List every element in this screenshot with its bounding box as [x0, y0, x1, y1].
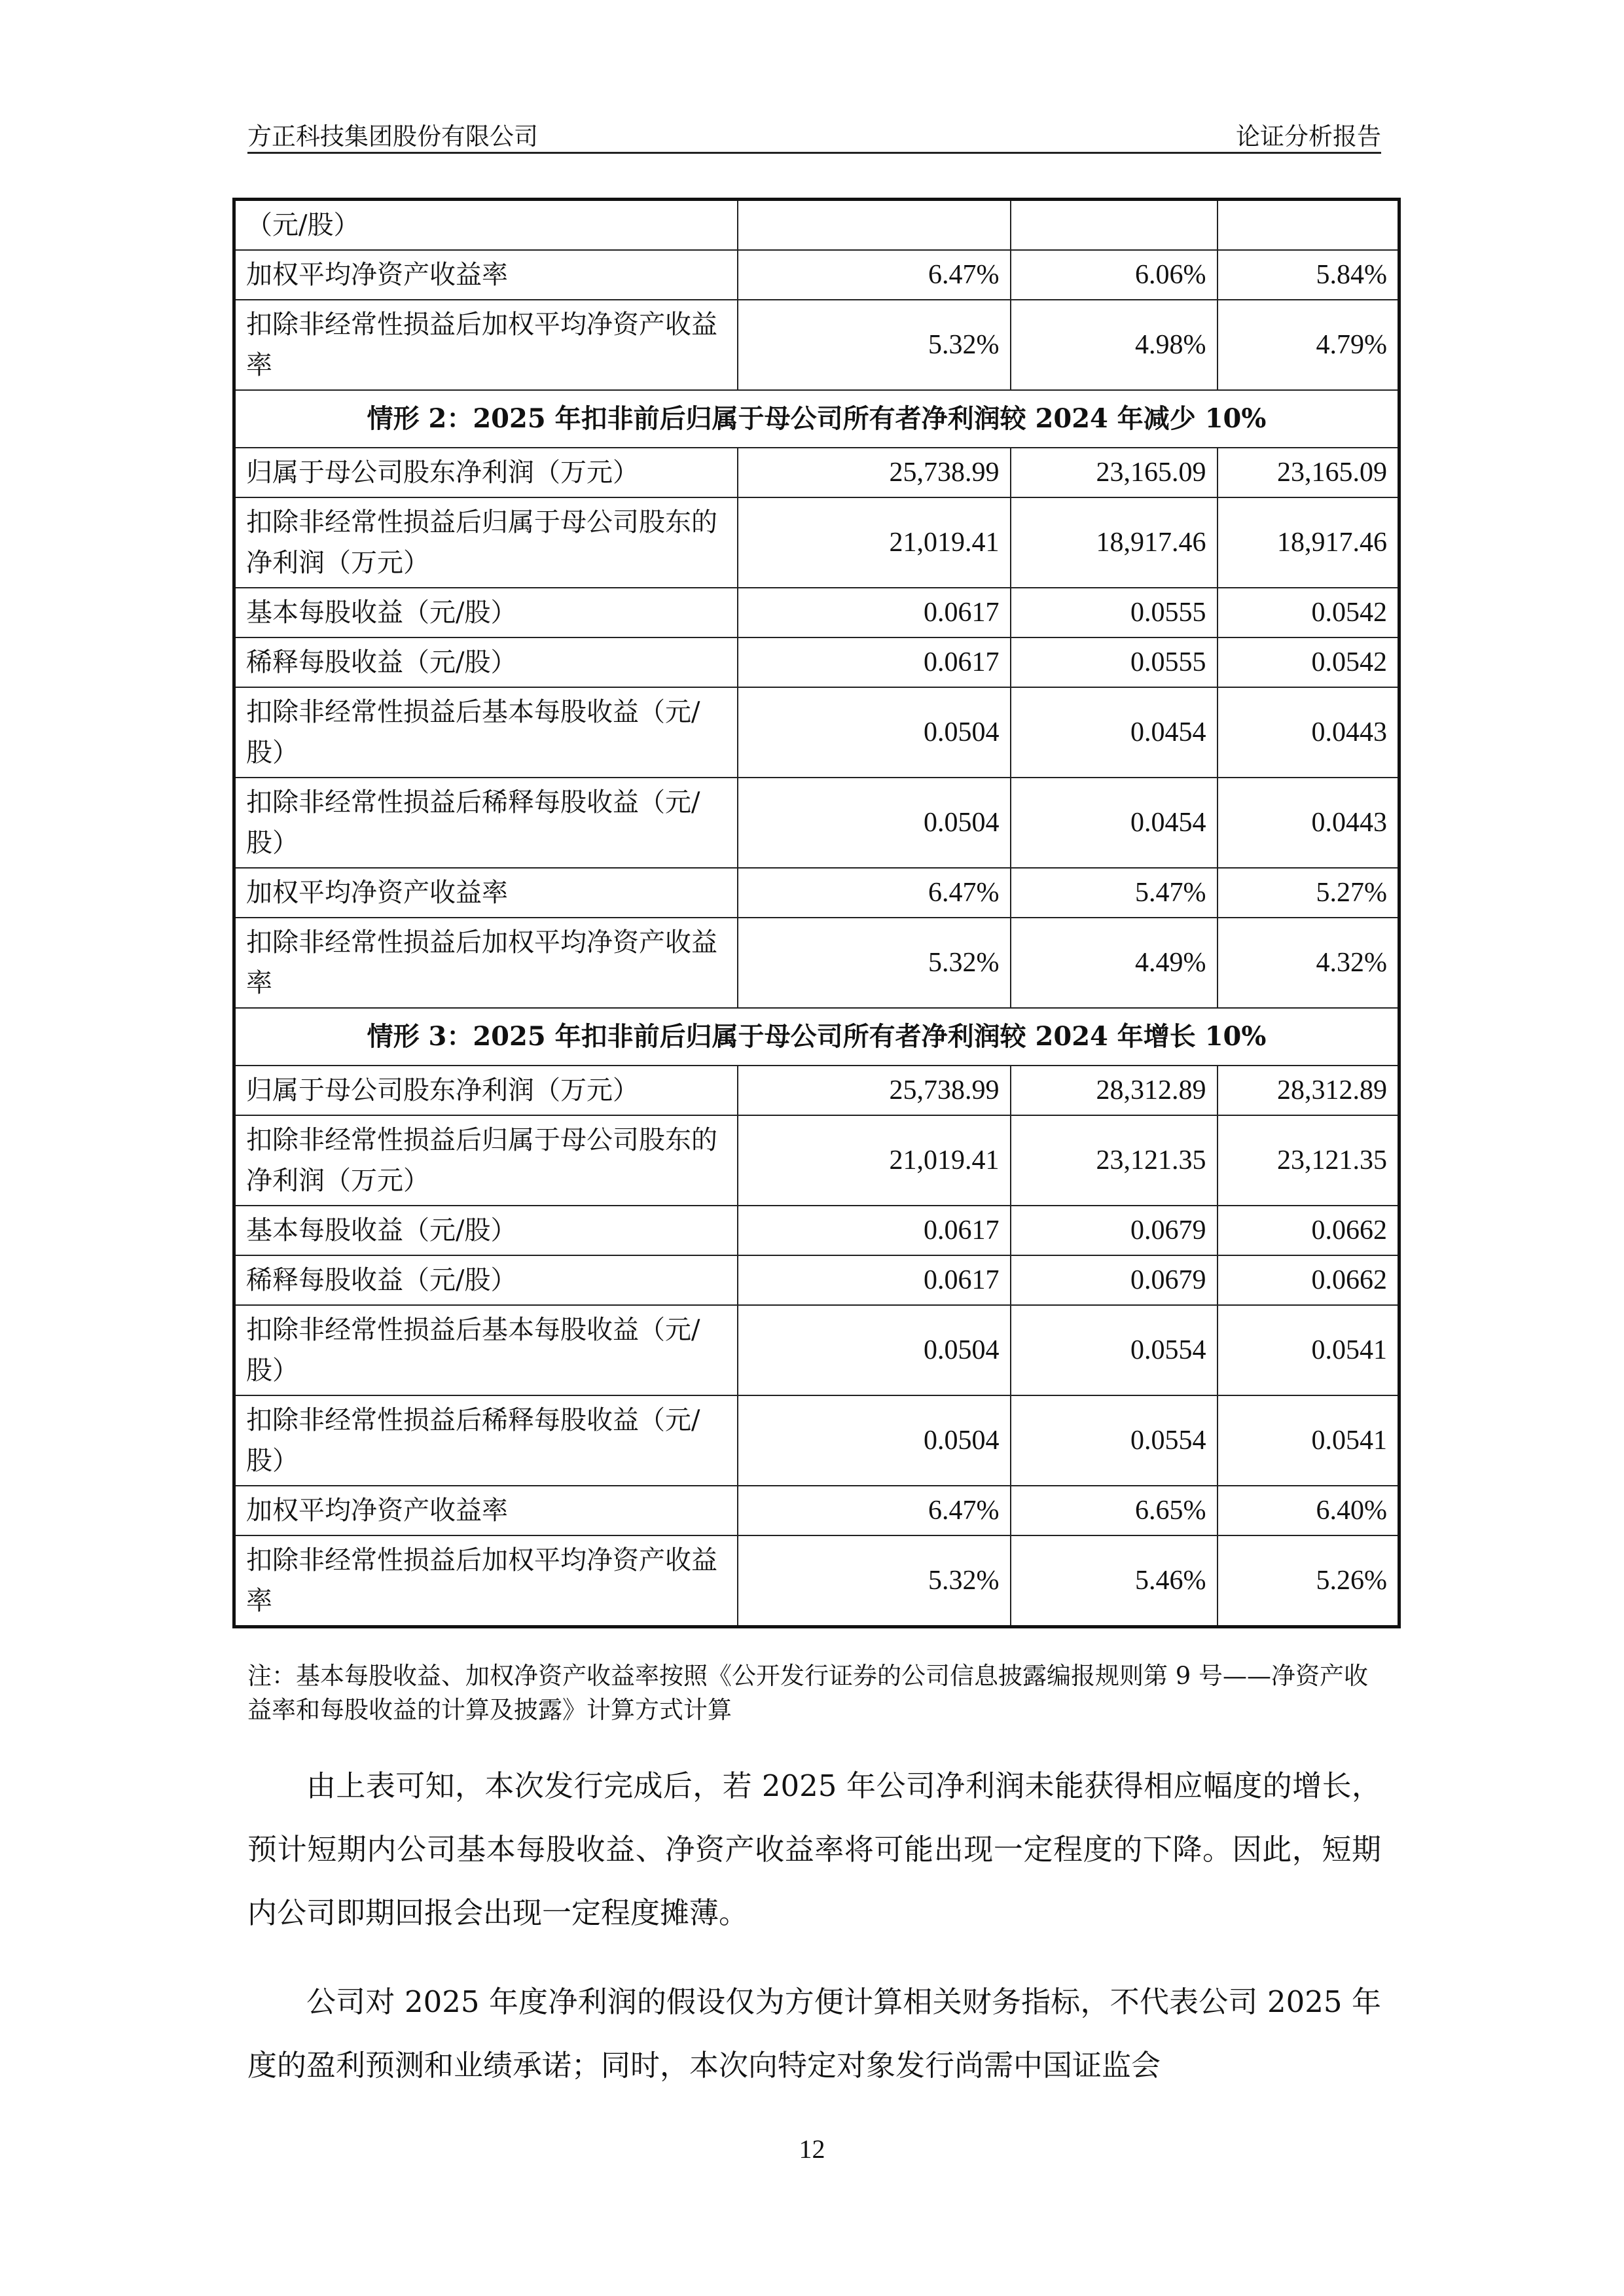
- value-cell-col1: 6.47%: [738, 250, 1011, 300]
- value-cell-col2: 18,917.46: [1011, 497, 1218, 588]
- table-row: [234, 250, 1399, 300]
- value-cell-col2: 0.0454: [1011, 778, 1218, 868]
- value-cell-col3: 4.32%: [1218, 918, 1399, 1008]
- table-row: [234, 1305, 1399, 1395]
- value-cell-col2: 0.0554: [1011, 1305, 1218, 1395]
- value-cell-col1: 5.32%: [738, 300, 1011, 390]
- scenario-header-row: [234, 390, 1399, 448]
- table-row: [234, 1066, 1399, 1115]
- value-cell-col3: 0.0541: [1218, 1395, 1399, 1486]
- value-cell-col2: 23,121.35: [1011, 1115, 1218, 1206]
- value-cell-col1: 0.0504: [738, 1305, 1011, 1395]
- table-row: [234, 200, 1399, 251]
- scenario-header-row: [234, 1008, 1399, 1066]
- table-row: [234, 687, 1399, 778]
- value-cell-col1: 5.32%: [738, 1535, 1011, 1627]
- value-cell-col3: 0.0443: [1218, 778, 1399, 868]
- value-cell-col2: 0.0555: [1011, 588, 1218, 637]
- row-label: 扣除非经常性损益后加权平均净资产收益率: [234, 1535, 738, 1627]
- table-row: [234, 1535, 1399, 1627]
- value-cell-col1: [738, 200, 1011, 251]
- row-label: 稀释每股收益（元/股）: [234, 1255, 738, 1305]
- value-cell-col3: [1218, 200, 1399, 251]
- row-label: 基本每股收益（元/股）: [234, 1206, 738, 1255]
- row-label: 加权平均净资产收益率: [234, 868, 738, 918]
- table-row: [234, 918, 1399, 1008]
- table-row: [234, 1206, 1399, 1255]
- value-cell-col2: 0.0554: [1011, 1395, 1218, 1486]
- value-cell-col3: 0.0542: [1218, 588, 1399, 637]
- value-cell-col1: 0.0504: [738, 778, 1011, 868]
- row-label: 归属于母公司股东净利润（万元）: [234, 448, 738, 497]
- value-cell-col2: 23,165.09: [1011, 448, 1218, 497]
- row-label: 扣除非经常性损益后归属于母公司股东的净利润（万元）: [234, 497, 738, 588]
- table-row: [234, 868, 1399, 918]
- row-label: 扣除非经常性损益后加权平均净资产收益率: [234, 918, 738, 1008]
- value-cell-col1: 6.47%: [738, 1486, 1011, 1535]
- value-cell-col1: 6.47%: [738, 868, 1011, 918]
- value-cell-col3: 5.26%: [1218, 1535, 1399, 1627]
- value-cell-col3: 23,165.09: [1218, 448, 1399, 497]
- table-row: [234, 1486, 1399, 1535]
- table-row: [234, 637, 1399, 687]
- row-label: 扣除非经常性损益后稀释每股收益（元/股）: [234, 778, 738, 868]
- value-cell-col3: 0.0662: [1218, 1255, 1399, 1305]
- value-cell-col1: 21,019.41: [738, 1115, 1011, 1206]
- table-row: [234, 300, 1399, 390]
- value-cell-col1: 0.0504: [738, 1395, 1011, 1486]
- table-row: [234, 588, 1399, 637]
- value-cell-col1: 25,738.99: [738, 448, 1011, 497]
- table-row: [234, 497, 1399, 588]
- table-row: [234, 778, 1399, 868]
- value-cell-col3: 5.84%: [1218, 250, 1399, 300]
- row-label: 扣除非经常性损益后归属于母公司股东的净利润（万元）: [234, 1115, 738, 1206]
- page-number: 12: [799, 2134, 825, 2164]
- value-cell-col2: 0.0679: [1011, 1255, 1218, 1305]
- value-cell-col3: 5.27%: [1218, 868, 1399, 918]
- table-row: [234, 448, 1399, 497]
- body-paragraph-1: 由上表可知，本次发行完成后，若 2025 年公司净利润未能获得相应幅度的增长，预计短期内公司基本每股收益、净资产收益率将可能出现一定程度的下降。因此，短期内公司即期回报会出现一定程度摊薄。: [247, 1768, 1381, 1930]
- body-paragraph-2: 公司对 2025 年度净利润的假设仅为方便计算相关财务指标，不代表公司 2025 年度的盈利预测和业绩承诺；同时，本次向特定对象发行尚需中国证监会: [247, 1984, 1381, 2083]
- scenario3-title: 情形 3：2025 年扣非前后归属于母公司所有者净利润较 2024 年增长 10%: [234, 1008, 1399, 1066]
- value-cell-col2: 4.98%: [1011, 300, 1218, 390]
- row-label: 归属于母公司股东净利润（万元）: [234, 1066, 738, 1115]
- value-cell-col1: 0.0617: [738, 1206, 1011, 1255]
- row-label: （元/股）: [234, 200, 738, 251]
- value-cell-col2: 6.06%: [1011, 250, 1218, 300]
- table-row: [234, 1395, 1399, 1486]
- table-row: [234, 1255, 1399, 1305]
- value-cell-col2: 5.47%: [1011, 868, 1218, 918]
- value-cell-col3: 28,312.89: [1218, 1066, 1399, 1115]
- value-cell-col2: 28,312.89: [1011, 1066, 1218, 1115]
- value-cell-col2: 5.46%: [1011, 1535, 1218, 1627]
- value-cell-col2: 0.0679: [1011, 1206, 1218, 1255]
- table-note: 注：基本每股收益、加权净资产收益率按照《公开发行证券的公司信息披露编报规则第 9 号——净资产收益率和每股收益的计算及披露》计算方式计算: [247, 1662, 1369, 1724]
- value-cell-col3: 0.0542: [1218, 637, 1399, 687]
- value-cell-col2: 4.49%: [1011, 918, 1218, 1008]
- value-cell-col1: 0.0617: [738, 588, 1011, 637]
- value-cell-col3: 23,121.35: [1218, 1115, 1399, 1206]
- row-label: 加权平均净资产收益率: [234, 250, 738, 300]
- value-cell-col3: 0.0443: [1218, 687, 1399, 778]
- value-cell-col2: 0.0555: [1011, 637, 1218, 687]
- row-label: 扣除非经常性损益后基本每股收益（元/股）: [234, 1305, 738, 1395]
- row-label: 扣除非经常性损益后基本每股收益（元/股）: [234, 687, 738, 778]
- value-cell-col1: 25,738.99: [738, 1066, 1011, 1115]
- value-cell-col1: 0.0504: [738, 687, 1011, 778]
- header-report-title: 论证分析报告: [1236, 122, 1381, 151]
- row-label: 扣除非经常性损益后加权平均净资产收益率: [234, 300, 738, 390]
- value-cell-col3: 4.79%: [1218, 300, 1399, 390]
- page-header: [247, 113, 1381, 154]
- financial-indicators-table: [232, 198, 1401, 1628]
- value-cell-col3: 6.40%: [1218, 1486, 1399, 1535]
- row-label: 加权平均净资产收益率: [234, 1486, 738, 1535]
- value-cell-col3: 18,917.46: [1218, 497, 1399, 588]
- scenario2-title: 情形 2：2025 年扣非前后归属于母公司所有者净利润较 2024 年减少 10%: [234, 390, 1399, 448]
- value-cell-col1: 0.0617: [738, 1255, 1011, 1305]
- header-company-name: 方正科技集团股份有限公司: [247, 122, 538, 151]
- value-cell-col3: 0.0541: [1218, 1305, 1399, 1395]
- value-cell-col3: 0.0662: [1218, 1206, 1399, 1255]
- table-row: [234, 1115, 1399, 1206]
- value-cell-col1: 21,019.41: [738, 497, 1011, 588]
- row-label: 稀释每股收益（元/股）: [234, 637, 738, 687]
- row-label: 基本每股收益（元/股）: [234, 588, 738, 637]
- row-label: 扣除非经常性损益后稀释每股收益（元/股）: [234, 1395, 738, 1486]
- value-cell-col2: 6.65%: [1011, 1486, 1218, 1535]
- value-cell-col2: [1011, 200, 1218, 251]
- value-cell-col1: 5.32%: [738, 918, 1011, 1008]
- value-cell-col2: 0.0454: [1011, 687, 1218, 778]
- value-cell-col1: 0.0617: [738, 637, 1011, 687]
